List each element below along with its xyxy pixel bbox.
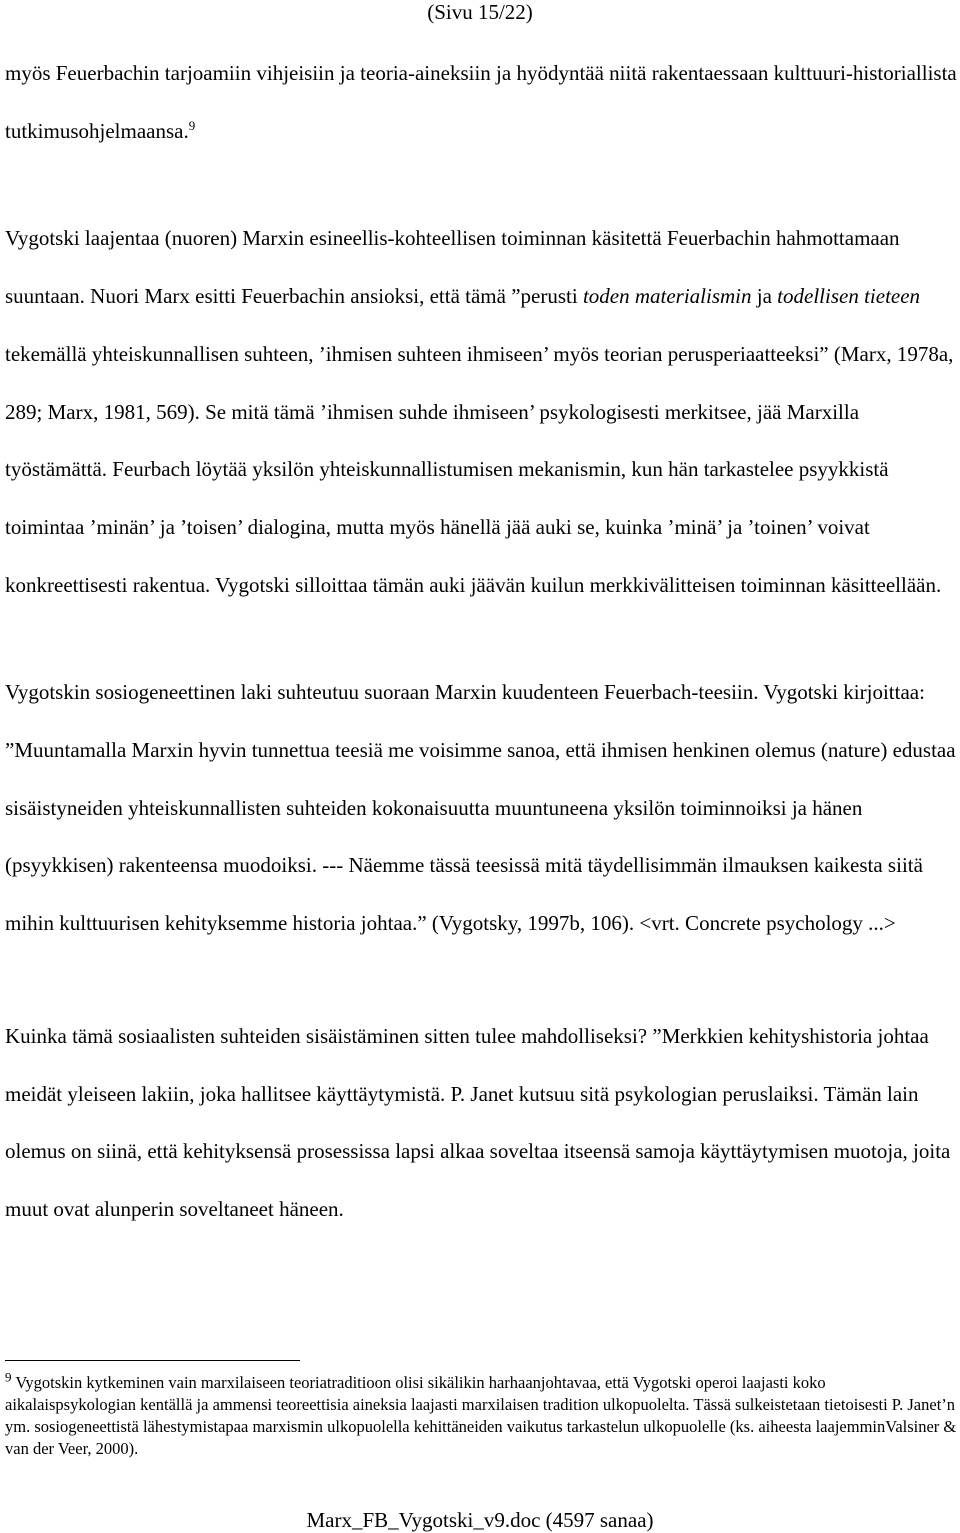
paragraph-4: Kuinka tämä sosiaalisten suhteiden sisäistäminen sitten tulee mahdolliseksi? ”Merkkien kehityshistoria johtaa meidät yleiseen lakiin, joka hallitsee käyttäytymistä. P. Janet kutsuu sitä psykologian peruslaiksi. Tämän lain olemus on siinä, että kehityksensä prosessissa lapsi alkaa soveltaa itseensä samoja käyttäytymisen muotoja, joita muut ovat alunperin soveltaneet häneen.	[5, 1023, 951, 1221]
footnote-9	[5, 1369, 957, 1460]
footnote-text: Vygotskin kytkeminen vain marxilaiseen teoriatraditioon olisi sikälikin harhaanjohtavaa, että Vygotski operoi laajasti koko aikalaispsykologian kentällä ja ammensi teoreettisia aineksia laajasti marxilaisen tradition ulkopuolelta. Tässä sulkeistetaan tietoisesti P. Janet’n ym. sosiogeneettistä lähestymistapaa marxismin ulkopuolella kehittäneiden vaikutus tarkastelun ulkopuolelle (ks. aiheesta laajemminValsiner & van der Veer, 2000).	[5, 1373, 957, 1458]
page-footer	[0, 1508, 960, 1532]
paragraph-3: Vygotskin sosiogeneettinen laki suhteutuu suoraan Marxin kuudenteen Feuerbach-teesiin. Vygotski kirjoittaa: ”Muuntamalla Marxin hyvin tunnettua teesiä me voisimme sanoa, että ihmisen henkinen olemus (nature) edustaa sisäistyneiden yhteiskunnallisten suhteiden kokonaisuutta muuntuneena yksilön toiminnoiksi ja hänen (psyykkisen) rakenteensa muodoiksi. --- Näemme tässä teesissä mitä täydellisimmän ilmauksen kaikesta siitä mihin kulttuurisen kehityksemme historia johtaa.” (Vygotsky, 1997b, 106). <vrt. Concrete psychology ...>	[5, 680, 956, 936]
paragraph-spacer	[5, 614, 957, 664]
footnote-number: 9	[5, 1369, 12, 1385]
paragraph-2-text-part-3: tekemällä yhteiskunnallisen suhteen, ’ihmisen suhteen ihmiseen’ myös teorian perusperiaatteeksi” (Marx, 1978a, 289; Marx, 1981, 569). Se mitä tämä ’ihmisen suhde ihmiseen’ psykologisesti merkitsee, jää Marxilla työstämättä. Feurbach löytää yksilön yhteiskunnallistumisen mekanismin, kun hän tarkastelee psyykkistä toimintaa ’minän’ ja ’toisen’ dialogina, mutta myös hänellä jää auki se, kuinka ’minä’ ja ’toinen’ voivat konkreettisesti rakentua. Vygotski silloittaa tämän auki jäävän kuilun merkkivälitteisen toiminnan käsitteellään.	[5, 341, 954, 597]
paragraph-2-text-part-2: ja	[751, 284, 778, 309]
document-body	[5, 45, 957, 1239]
paragraph-spacer	[5, 160, 957, 210]
paragraph-2	[5, 210, 957, 614]
paragraph-1-text: myös Feuerbachin tarjoamiin vihjeisiin ja teoria-aineksiin ja hyödyntää niitä rakentaessaan kulttuuri-historiallista tutkimusohjelmaansa.	[5, 61, 957, 143]
paragraph-2-italic-1: toden materialismin	[582, 284, 752, 309]
footnote	[5, 1369, 957, 1460]
paragraph-1	[5, 45, 957, 160]
paragraph-spacer	[5, 953, 957, 1008]
footnote-separator	[5, 1360, 300, 1361]
paragraph-2-text-part-1: Vygotski laajentaa (nuoren) Marxin esineellis-kohteellisen toiminnan käsitettä Feuerbachin hahmottamaan suuntaan. Nuori Marx esitti Feuerbachin ansioksi, että tämä ”perusti	[5, 226, 900, 309]
page-header	[0, 0, 960, 24]
footnote-reference[interactable]: 9	[188, 117, 196, 133]
document-filename: Marx_FB_Vygotski_v9.doc (4597 sanaa)	[306, 1508, 654, 1532]
page-number: (Sivu 15/22)	[427, 0, 533, 24]
paragraph-2-italic-2: todellisen tieteen	[777, 284, 921, 309]
